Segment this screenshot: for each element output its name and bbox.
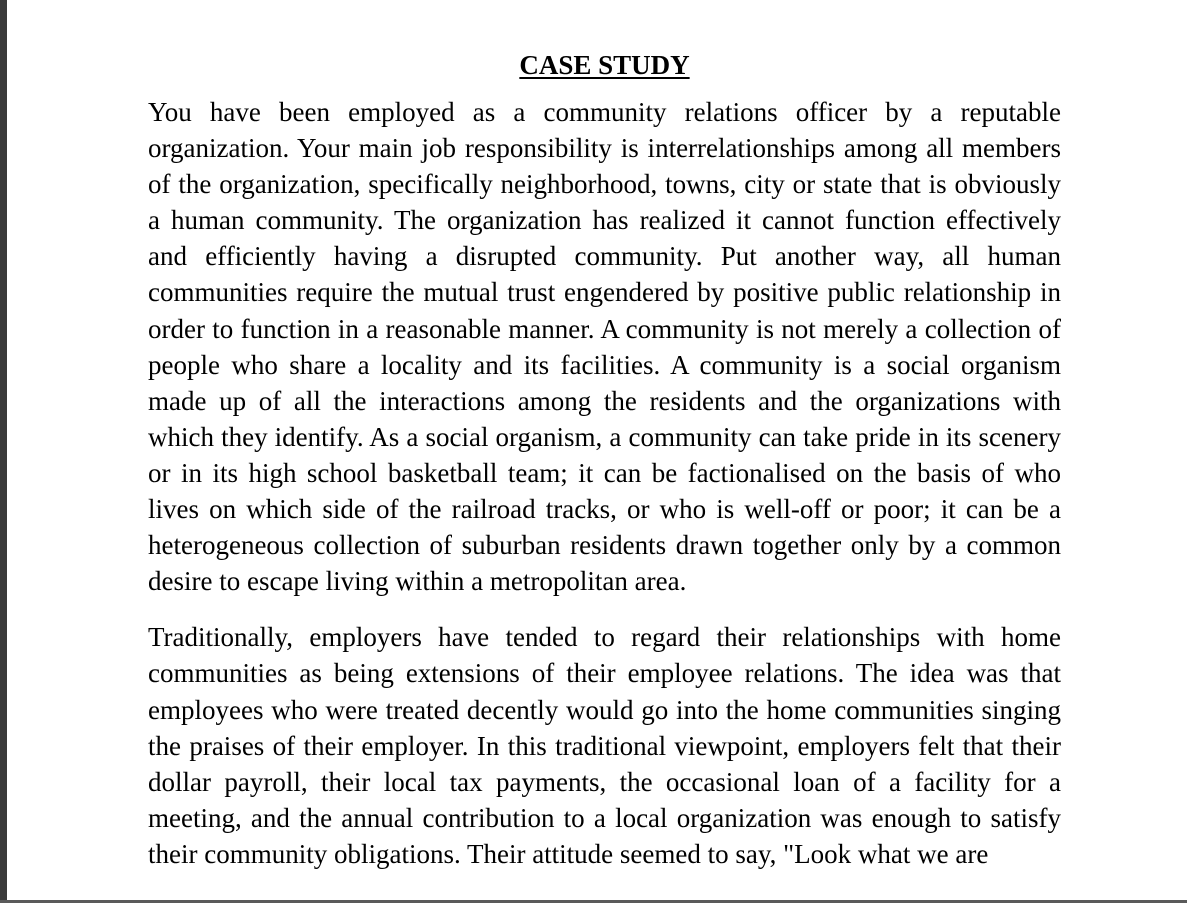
paragraph-1: You have been employed as a community relations officer by a reputable organization. Your main job responsibility is interrelationships among all members of the organization, specifically neighborhood, towns, city or state that is obviously a human community. The organization has realized it cannot function effectively and efficiently having a disrupted community. Put another way, all human communities require the mutual trust engendered by positive public relationship in order to function in a reasonable manner. A community is not merely a collection of people who share a locality and its facilities. A community is a social organism made up of all the interactions among the residents and the organizations with which they identify. As a social organism, a community can take pride in its scenery or in its high school basketball team; it can be factionalised on the basis of who lives on which side of the railroad tracks, or who is well-off or poor; it can be a heterogeneous collection of suburban residents drawn together only by a common desire to escape living within a metropolitan area.: [148, 97, 1061, 597]
page-title: [148, 46, 1061, 84]
paragraph-2: Traditionally, employers have tended to regard their relationships with home communities as being extensions of their employee relations. The idea was that employees who were treated decently would go into the home communities singing the praises of their employer. In this traditional viewpoint, employers felt that their dollar payroll, their local tax payments, the occasional loan of a facility for a meeting, and the annual contribution to a local organization was enough to satisfy their community obligations. Their attitude seemed to say, "Look what we are: [148, 622, 1061, 869]
document-page: [148, 46, 1061, 872]
viewer-left-border: [0, 0, 7, 903]
title-text: CASE STUDY: [519, 50, 690, 80]
